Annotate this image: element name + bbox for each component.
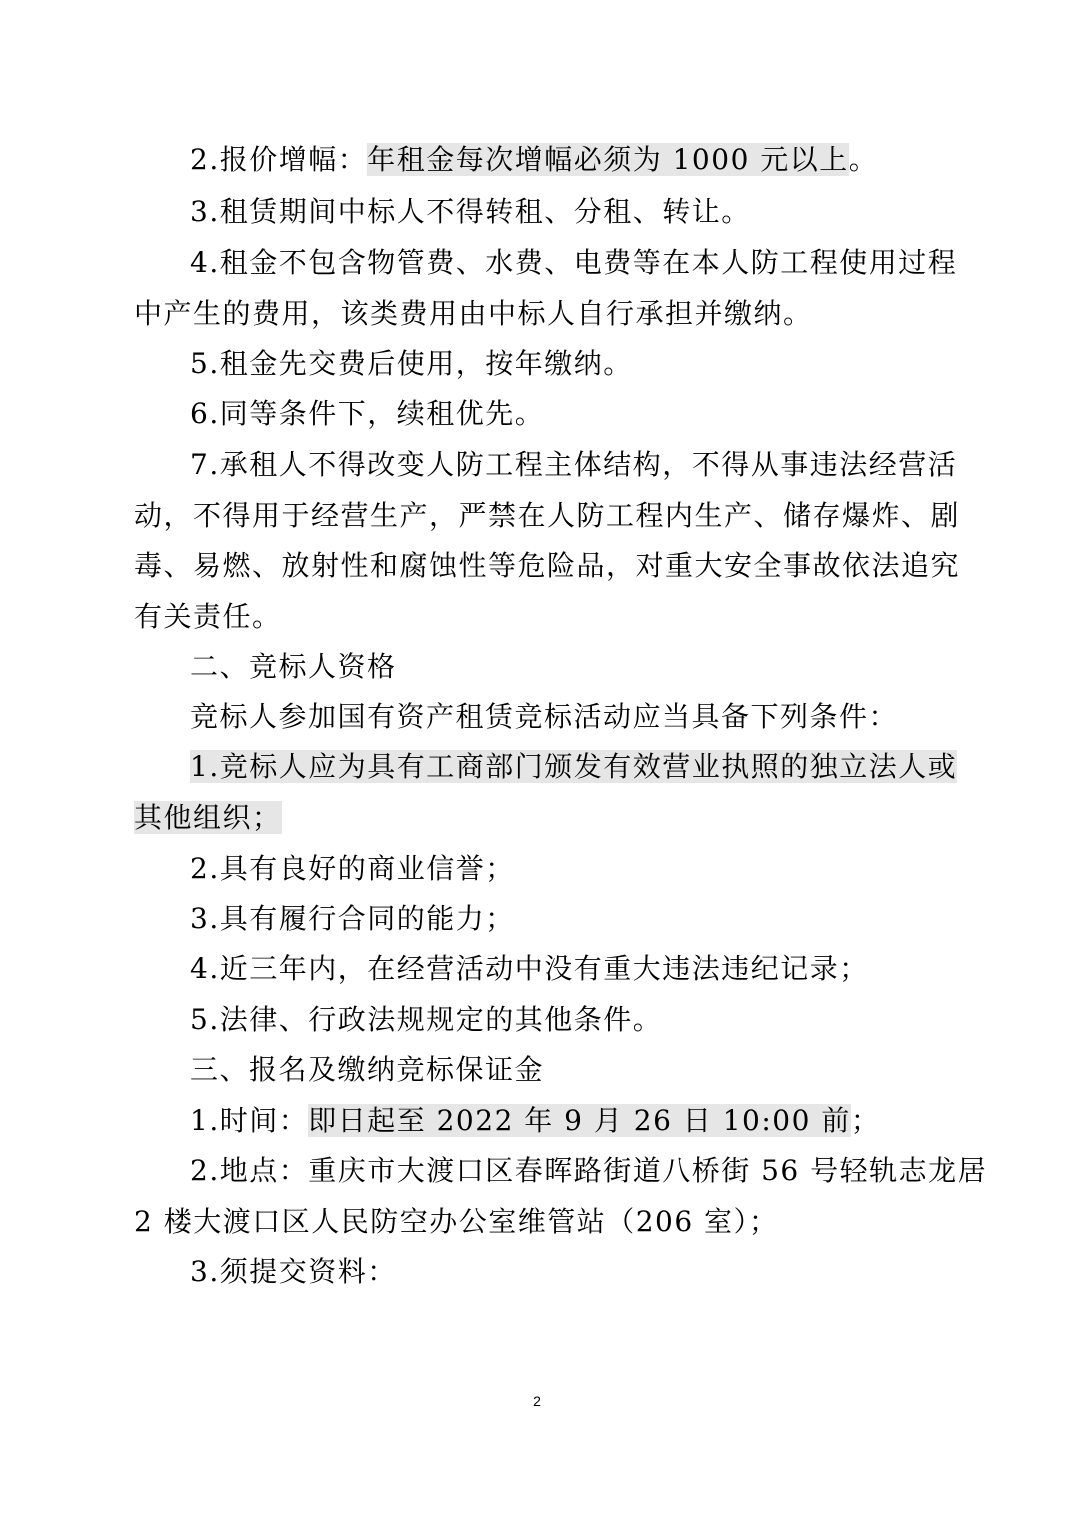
paragraph-line: 3.须提交资料： [190,1255,397,1288]
paragraph-line: 4.租金不包含物管费、水费、电费等在本人防工程使用过程 [190,246,958,279]
paragraph-line: 3.具有履行合同的能力； [190,902,515,935]
paragraph-line: 6.同等条件下，续租优先。 [190,397,545,430]
paragraph-line-highlighted [190,749,958,785]
section-heading-registration-deposit: 三、报名及缴纳竞标保证金 [190,1053,545,1086]
paragraph-line: 2 楼大渡口区人民防空办公室维管站（206 室）； [134,1205,779,1238]
section-heading-bidder-qualifications: 二、竞标人资格 [190,650,397,683]
highlighted-text: 1.竞标人应为具有工商部门颁发有效营业执照的独立法人或 [190,750,958,783]
highlighted-text: 年租金每次增幅必须为 1000 元以上 [367,143,849,176]
paragraph-line: 中产生的费用，该类费用由中标人自行承担并缴纳。 [134,297,813,330]
paragraph-line: 2.具有良好的商业信誉； [190,852,515,885]
paragraph-line: 竞标人参加国有资产租赁竞标活动应当具备下列条件： [190,700,899,733]
paragraph-line: 5.租金先交费后使用，按年缴纳。 [190,347,633,380]
paragraph-line-location: 2.地点：重庆市大渡口区春晖路街道八桥街 56 号轻轨志龙居 [190,1154,988,1187]
highlighted-text: 即日起至 2022 年 9 月 26 日 10:00 前 [308,1104,851,1137]
paragraph-line-time: 1.时间：即日起至 2022 年 9 月 26 日 10:00 前； [190,1104,881,1137]
paragraph-line: 毒、易燃、放射性和腐蚀性等危险品，对重大安全事故依法追究 [134,549,961,582]
paragraph-line: 动，不得用于经营生产，严禁在人防工程内生产、储存爆炸、剧 [134,499,961,532]
paragraph-line-highlighted [134,800,940,836]
highlighted-text: 其他组织； [134,801,282,834]
paragraph-line: 3.租赁期间中标人不得转租、分租、转让。 [190,195,751,228]
paragraph-line-bid-increment: 2.报价增幅：年租金每次增幅必须为 1000 元以上。 [190,143,879,176]
page-number: 2 [533,1393,541,1409]
paragraph-line: 7.承租人不得改变人防工程主体结构，不得从事违法经营活 [190,448,958,481]
paragraph-line: 有关责任。 [134,600,282,633]
paragraph-line: 5.法律、行政法规规定的其他条件。 [190,1003,663,1036]
paragraph-line: 4.近三年内，在经营活动中没有重大违法违纪记录； [190,952,869,985]
